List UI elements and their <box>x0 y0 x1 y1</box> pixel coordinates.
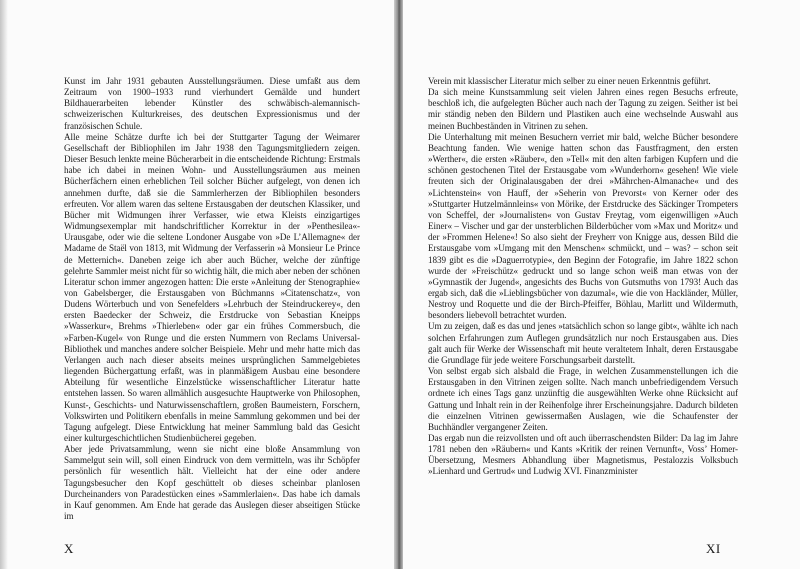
paragraph: Verein mit klassischer Literatur mich selber zu einer neuen Erkenntnis geführt. <box>428 76 711 86</box>
page-number-left: X <box>64 541 74 556</box>
paragraph: Aber jede Privatsammlung, wenn sie nicht eine bloße Ansammlung von Sammelgut sein will, soll einen Eindruck von dem vermitteln, was ihr Schöpfer persönlich für wesentlich hält. Vielleicht hat der eine oder andere Tagungsbesucher den Kopf geschüttelt ob dieses scheinbar planlosen Durcheinanders von Paradestücken eines »Sammlerlaien«. Das habe ich damals in Kauf genommen. Am Ende hat gerade das Auslegen dieser abseitigen Stücke im <box>64 444 360 522</box>
paragraph: Um zu zeigen, daß es das und jenes »tatsächlich schon so lange gibt«, wählte ich nach solchen Erfahrungen zum Auflegen grundsätzlich nur noch Erstausgaben aus. Dies galt auch für Werke der Wissenschaft mit heute veraltetem Inhalt, deren Erstausgabe die Grundlage für jede weitere Forschungsarbeit darstellt. <box>428 321 738 365</box>
paragraph: Alle meine Schätze durfte ich bei der Stuttgarter Tagung der Weimarer Gesellschaft der Bibliophilen im Jahr 1938 den Tagungsmitgliedern zeigen. Dieser Besuch lenkte meine Bücherarbeit in die entscheidende Richtung: Erstmals habe ich dabei in meinen Wohn- und Ausstellungsräumen aus meinen Bücherfächern einen erheblichen Teil solcher Bücher aufgelegt, von denen ich annehmen durfte, daß sie die Sammlerherzen der Bibliophilen besonders erfreuten. Vor allem waren das seltene Erstausgaben der deutschen Klassiker, und Bücher mit Widmungen ihrer Verfasser, wie etwa Kleists einzigartiges Widmungsexemplar mit handschriftlicher Korrektur in der »Penthesilea«-Urausgabe, oder wie die seltene Londoner Ausgabe von »De L’Allemagne« der Madame de Staël von 1813, mit Widmung der Verfasserin »à Monsieur Le Prince de Metternich«. Daneben zeige ich aber auch Bücher, welche der zünftige gelehrte Sammler meist nicht für so wichtig hält, die mich aber neben der schönen Literatur schon immer angezogen hatten: Die erste »Anleitung der Stenographie« von Gabelsberger, die Erstausgaben von Büchmanns »Citatenschatz«, von Dudens Wörterbuch und von Senefelders »Lehrbuch der Steindruckerey«, den ersten Baedecker der Schweiz, die Erstdrucke von Sebastian Kneipps »Wasserkur«, Brehms »Thierleben« oder gar ein frühes Commersbuch, die »Farben-Kugel« von Runge und die ersten Nummern von Reclams Universal-Bibliothek und manches andere solcher Beispiele. Mehr und mehr hatte mich das Verlangen auch nach dieser abseits meines ursprünglichen Sammelgebietes liegenden Büchergattung erfaßt, was in planmäßigem Ausbau eine besondere Abteilung für wesentliche Einzelstücke wissenschaftlicher Literatur hatte entstehen lassen. So waren allmählich ausgesuchte Hauptwerke von Philosophen, Kunst-, Geschichts- und Naturwissenschaftlern, großen Baumeistern, Forschern, Volkswirten und Politikern ebenfalls in meine Sammlung gekommen und bei der Tagung aufgelegt. Diese Entwicklung hat meiner Sammlung bald das Gesicht einer kulturgeschichtlichen Studienbücherei gegeben. <box>64 131 360 443</box>
book-gutter <box>394 0 403 569</box>
paragraph: Da sich meine Kunstsammlung seit vielen Jahren eines regen Besuchs erfreute, beschloß ich, die aufgelegten Bücher auch nach der Tagung zu zeigen. Seither ist bei mir ständig neben den Bildern und Plastiken auch eine wechselnde Auswahl aus meinen Buchbeständen in Vitrinen zu sehen. <box>428 87 738 131</box>
paragraph: Das ergab nun die reizvollsten und oft auch überraschendsten Bilder: Da lag im Jahre 1781 neben den »Räubern« und Kants »Kritik der reinen Vernunft«, Voss’ Homer-Übersetzung, Mesmers Abhandlung über Magnetismus, Pestalozzis Volksbuch »Lienhard und Gertrud« und Ludwig XVI. Finanzminister <box>428 433 738 477</box>
page-number-right: XI <box>706 541 721 556</box>
paragraph: Die Unterhaltung mit meinen Besuchern verriet mir bald, welche Bücher besondere Beachtung fanden. Wie wenige hatten schon das Faustfragment, den ersten »Werther«, die ersten »Räuber«, den »Tell« mit den alten farbigen Kupfern und die schönen gestochenen Titel der Erstausgabe vom »Wunderhorn« gesehen! Wie viele freuten sich der Originalausgaben der drei »Mährchen-Almanache« und des »Lichtenstein« von Hauff, der »Seherin von Prevorst« von Kerner oder des »Stuttgarter Hutzelmännleins« von Mörike, der Erstdrucke des Säckinger Trompeters von Scheffel, der »Journalisten« von Gustav Freytag, vom eigenwilligen »Auch Einer« – Vischer und gar der unsterblichen Bilderbücher vom »Max und Moritz« und der »Frommen Helene«! So also sieht der Freyherr von Knigge aus, dessen Bild die Erstausgabe vom »Umgang mit den Menschen« schmückt, und – was? – schon seit 1839 gibt es die »Daguerrotypie«, den Beginn der Fotografie, im Jahre 1822 schon wurde der »Freischütz« gedruckt und so lange schon weiß man etwas von der »Gymnastik der Jugend«, angesichts des Buchs von Gutsmuths von 1793! Auch das ergab sich, daß die »Lieblingsbücher von dazumal«, wie die von Hackländer, Müller, Nestroy und Roquette und die der Birch-Pfeiffer, Böhlau, Marlitt und Wildermuth, besonders liebevoll betrachtet wurden. <box>428 131 738 321</box>
paragraph: Von selbst ergab sich alsbald die Frage, in welchen Zusammenstellungen ich die Erstausgaben in den Vitrinen zeigen sollte. Nach manch unbefriedigendem Versuch ordnete ich eines Tags ganz unzünftig die ausgewählten Werke ohne Rücksicht auf Gattung und Inhalt rein in der Reihenfolge ihrer Erscheinungsjahre. Dadurch bildeten die einzelnen Vitrinen gewissermaßen Auslagen, wie die Schaufenster der Buchhändler vergangener Zeiten. <box>428 366 738 432</box>
page-edge-shadow <box>0 0 8 569</box>
paragraph: Kunst im Jahr 1931 gebauten Ausstellungsräumen. Diese umfaßt aus dem Zeitraum von 1900–1933 rund vierhundert Gemälde und hundert Bildhauerarbeiten lebender Künstler des schwäbisch-alemannisch-schweizerischen Kulturkreises, des deutschen Expressionismus und der französischen Schule. <box>64 76 360 131</box>
left-page-text <box>64 76 360 522</box>
right-page-text <box>428 76 738 478</box>
